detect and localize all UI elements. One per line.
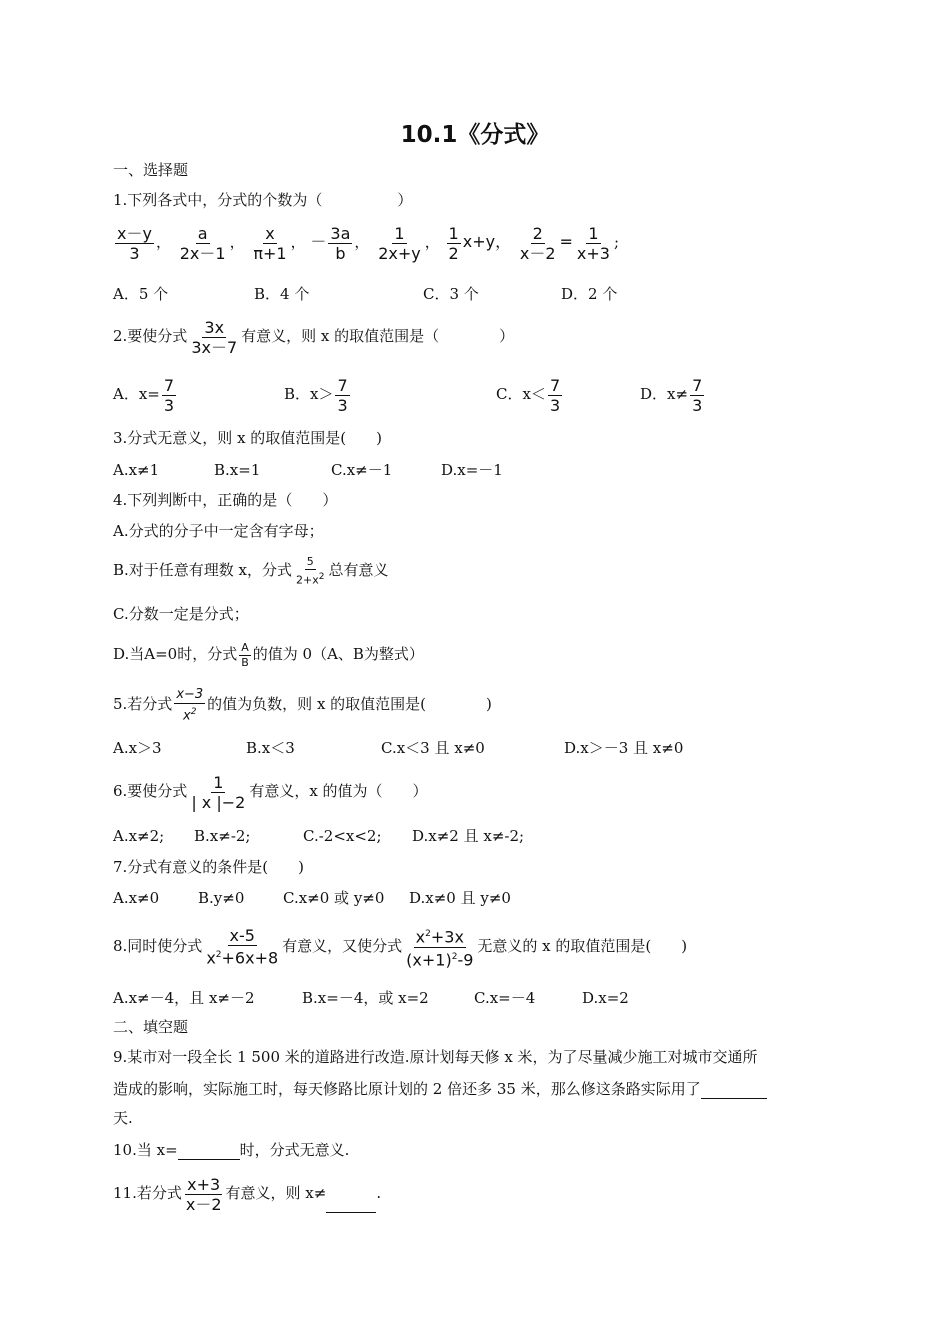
q2-option-b: B．x＞ $\frac{7}{3}$ [284, 375, 348, 415]
q5-stem: 5.若分式 $\frac{x-3}{x^2}$ 的值为负数，则 x 的取值范围是( ) [113, 686, 492, 724]
q2-option-a: A．x= $\frac{7}{3}$ [113, 375, 175, 415]
q1-fraction-6: $\frac{1}{2}$ [448, 223, 459, 263]
q4-option-d: D.当A=0时，分式 $\frac{A}{B}$ 的值为 0（A、B为整式） [113, 640, 424, 669]
q9-line-1: 9.某市对一段全长 1 500 米的道路进行改造.原计划每天修 x 米，为了尽量减少施工对城市交通所 [113, 1048, 758, 1066]
q1-option-d: D．2 个 [561, 285, 618, 303]
q8-stem: 8.同时使分式 $\frac{x-5}{x^2+6x+8}$ 有意义，又使分式 $\frac{x^2+3x}{(x+1)^2-9}$ 无意义的 x 的取值范围是( ) [113, 926, 688, 969]
q4-fraction-d: $\frac{A}{B}$ [241, 640, 249, 669]
q8-option-d: D.x=2 [582, 989, 629, 1007]
q4-option-b: B.对于任意有理数 x，分式 $\frac{5}{2+x^2}$ 总有意义 [113, 554, 389, 587]
q8-option-c: C.x=－4 [474, 989, 536, 1007]
q2-stem: 2.要使分式 $\frac{3x}{3x-7}$ 有意义，则 x 的取值范围是（ ） [113, 317, 515, 357]
q9-line-2: 造成的影响，实际施工时，每天修路比原计划的 2 倍还多 35 米，那么修这条路实际用了 [113, 1078, 767, 1099]
q1-fraction-1: $\frac{x-y}{3}$ [117, 223, 152, 263]
q1-option-b: B．4 个 [254, 285, 310, 303]
q5-option-c: C.x＜3 且 x≠0 [381, 739, 485, 757]
q6-fraction: $\frac{1}{| x |-2}$ [191, 772, 246, 812]
q6-option-c: C.-2<x<2; [303, 827, 382, 845]
q4-stem: 4.下列判断中，正确的是（ ） [113, 491, 338, 509]
q1-expressions: $\frac{x-y}{3}$ ， $\frac{a}{2x-1}$ ， $\frac{x}{\pi+1}$ ， － $\frac{3a}{b}$ ， $\frac{1}{2x+y}$ ， $\frac{1}{2}$ x+y， $\frac{2}{x-2}$ = $\frac{1}{x+3}$ ; [117, 223, 620, 263]
q9-answer-blank[interactable] [701, 1078, 767, 1099]
q3-option-d: D.x=－1 [441, 461, 503, 479]
q7-stem: 7.分式有意义的条件是( ) [113, 858, 305, 876]
q1-stem: 1.下列各式中，分式的个数为（ ） [113, 191, 413, 209]
q3-option-c: C.x≠－1 [331, 461, 393, 479]
q10-stem: 10.当 x= 时，分式无意义. [113, 1141, 350, 1159]
q9-line-3: 天. [113, 1109, 133, 1127]
q2-fraction: $\frac{3x}{3x-7}$ [191, 317, 238, 357]
section-fill-heading: 二、填空题 [113, 1018, 189, 1036]
q5-option-a: A.x＞3 [113, 739, 162, 757]
q3-stem: 3.分式无意义，则 x 的取值范围是( ) [113, 429, 383, 447]
q1-option-a: A．5 个 [113, 285, 169, 303]
q5-fraction: $\frac{x-3}{x^2}$ [176, 686, 204, 724]
q1-fraction-2: $\frac{a}{2x-1}$ [179, 223, 226, 263]
q7-option-b: B.y≠0 [198, 889, 245, 907]
q11-answer-blank[interactable] [326, 1172, 376, 1213]
q8-option-b: B.x=－4，或 x=2 [302, 989, 429, 1007]
q8-fraction-2: $\frac{x^2+3x}{(x+1)^2-9}$ [406, 927, 474, 969]
q7-option-c: C.x≠0 或 y≠0 [283, 889, 385, 907]
q4-fraction-b: $\frac{5}{2+x^2}$ [296, 554, 325, 587]
q1-fraction-4: $\frac{3a}{b}$ [330, 223, 351, 263]
q1-fraction-5: $\frac{1}{2x+y}$ [378, 223, 421, 263]
q2-option-d: D．x≠ $\frac{7}{3}$ [640, 375, 703, 415]
q11-stem: 11.若分式 $\frac{x+3}{x-2}$ 有意义，则 x≠ . [113, 1172, 381, 1213]
q4-option-c: C.分数一定是分式； [113, 605, 249, 623]
q3-option-a: A.x≠1 [113, 461, 160, 479]
q4-option-a: A.分式的分子中一定含有字母； [113, 522, 324, 540]
q8-fraction-1: $\frac{x-5}{x^2+6x+8}$ [206, 926, 279, 968]
section-choice-heading: 一、选择题 [113, 161, 189, 179]
q6-stem: 6.要使分式 $\frac{1}{| x |-2}$ 有意义，x 的值为（ ） [113, 772, 428, 812]
q1-fraction-3: $\frac{x}{\pi+1}$ [253, 223, 287, 263]
q3-option-b: B.x=1 [214, 461, 261, 479]
q5-option-b: B.x＜3 [246, 739, 295, 757]
q1-fraction-7: $\frac{2}{x-2}$ [519, 223, 556, 263]
q5-option-d: D.x＞－3 且 x≠0 [564, 739, 684, 757]
q6-option-d: D.x≠2 且 x≠-2; [412, 827, 525, 845]
q6-option-a: A.x≠2; [113, 827, 165, 845]
q6-option-b: B.x≠-2; [194, 827, 251, 845]
q8-option-a: A.x≠－4，且 x≠－2 [113, 989, 255, 1007]
q7-option-a: A.x≠0 [113, 889, 160, 907]
q1-option-c: C．3 个 [423, 285, 479, 303]
q10-answer-blank[interactable] [178, 1139, 240, 1160]
page-title: 10.1《分式》 [400, 122, 550, 148]
q1-fraction-8: $\frac{1}{x+3}$ [576, 223, 610, 263]
q7-option-d: D.x≠0 且 y≠0 [409, 889, 511, 907]
q11-fraction: $\frac{x+3}{x-2}$ [185, 1174, 222, 1214]
q2-option-c: C．x＜ $\frac{7}{3}$ [496, 375, 561, 415]
